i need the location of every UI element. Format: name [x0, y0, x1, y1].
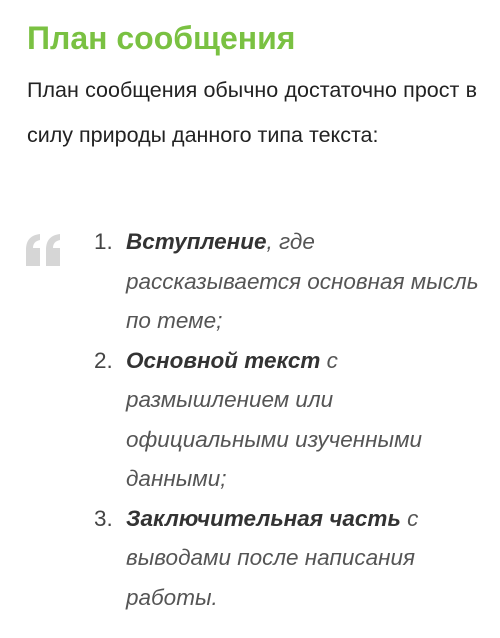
list-item-number: 2.: [94, 347, 113, 373]
list-item: [94, 341, 484, 499]
list-item-term: Вступление: [126, 229, 267, 254]
list-item-number: 1.: [94, 229, 113, 254]
list-item-description: с размышлением или официальными изученными данными;: [126, 347, 423, 491]
list-item-term: Основной текст: [126, 347, 321, 373]
quote-mark-icon: [24, 234, 64, 266]
list-item: [94, 222, 484, 341]
plan-list: [94, 222, 484, 617]
intro-paragraph: План сообщения обычно достаточно прост в силу природы данного типа текста:: [27, 78, 477, 147]
list-item-description: с выводами после написания работы.: [126, 505, 419, 610]
list-item-description: , где рассказывается основная мысль по теме;: [126, 229, 479, 333]
list-item-term: Заключительная часть: [126, 505, 401, 531]
section-heading: План сообщения: [27, 20, 296, 56]
list-item: [94, 499, 484, 618]
list-item-number: 3.: [94, 505, 113, 531]
